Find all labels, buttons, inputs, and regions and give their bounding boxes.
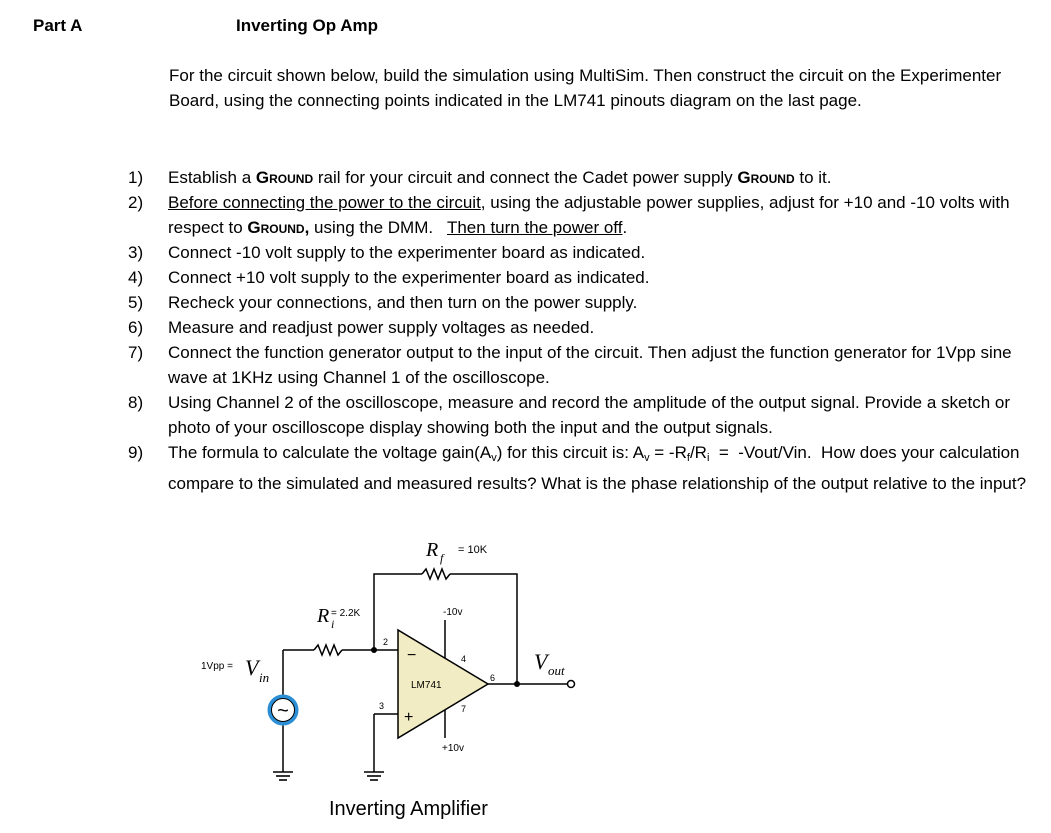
list-item: 1) Establish a Ground rail for your circuit and connect the Cadet power supply Ground to it. xyxy=(128,168,832,187)
pin-label: 7 xyxy=(461,704,467,714)
list-item: 3) Connect -10 volt supply to the experimenter board as indicated. xyxy=(128,243,646,262)
ri-subscript: i xyxy=(331,617,335,631)
figure-caption: Inverting Amplifier xyxy=(329,798,488,820)
list-item: 8) Using Channel 2 of the oscilloscope, measure and record the amplitude of the output signal. Provide a sketch or photo of your oscilloscope display showing both the input and the output signals. xyxy=(128,393,1010,437)
pin-label: 6 xyxy=(490,673,496,683)
list-item: 2) Before connecting the power to the circuit, using the adjustable power supplies, adjust for +10 and -10 volts with respect to Ground, using the DMM. Then turn the power off. xyxy=(128,193,1010,237)
list-item: 5) Recheck your connections, and then turn on the power supply. xyxy=(128,293,638,312)
vin-subscript: in xyxy=(259,670,270,685)
rf-resistor xyxy=(422,569,450,579)
intro-paragraph: For the circuit shown below, build the simulation using MultiSim. Then construct the circuit on the Experimenter Board, using the connecting points indicated in the LM741 pinouts diagram on the last page. xyxy=(169,66,1002,110)
pin-label: 4 xyxy=(461,654,467,664)
sine-glyph: ~ xyxy=(277,700,289,722)
pin-label: 3 xyxy=(379,701,385,711)
output-terminal xyxy=(568,681,575,688)
list-item: 4) Connect +10 volt supply to the experimenter board as indicated. xyxy=(128,268,650,287)
ground-icon xyxy=(273,772,293,780)
vpos-label: +10v xyxy=(442,743,464,754)
rf-subscript: f xyxy=(440,551,444,565)
vin-symbol: V xyxy=(245,655,259,680)
rf-symbol: R xyxy=(426,539,439,561)
part-label: Part A xyxy=(33,16,83,35)
ri-resistor xyxy=(314,645,342,655)
list-item: 9) The formula to calculate the voltage $gain(A_v)$ for this circuit is: $A_v = -R_f/R_i$ = -Vout/Vin. How does your calculation compare to the simulated and measured results? What is the phase relationship of the output relative to the input? xyxy=(128,443,1027,493)
junction-dot xyxy=(514,681,520,687)
noninverting-input-sign: + xyxy=(404,709,414,726)
vin-prefix: 1Vpp = xyxy=(201,661,233,672)
vneg-label: -10v xyxy=(443,607,463,618)
junction-dot xyxy=(371,647,377,653)
section-title: Inverting Op Amp xyxy=(236,16,378,35)
vout-subscript: out xyxy=(548,663,565,678)
ri-symbol: R xyxy=(317,605,330,627)
ground-icon xyxy=(364,772,384,780)
list-item: 6) Measure and readjust power supply voltages as needed. xyxy=(128,318,595,337)
inverting-input-sign: − xyxy=(407,647,417,664)
pin-label: 2 xyxy=(383,637,389,647)
vout-symbol: V xyxy=(534,649,548,674)
ri-value: = 2.2K xyxy=(331,608,361,619)
list-item: 7) Connect the function generator output to the input of the circuit. Then adjust the function generator for 1Vpp sine wave at 1KHz using Channel 1 of the oscilloscope. xyxy=(128,343,1012,387)
rf-value: = 10K xyxy=(458,544,488,556)
chip-label: LM741 xyxy=(411,680,442,691)
